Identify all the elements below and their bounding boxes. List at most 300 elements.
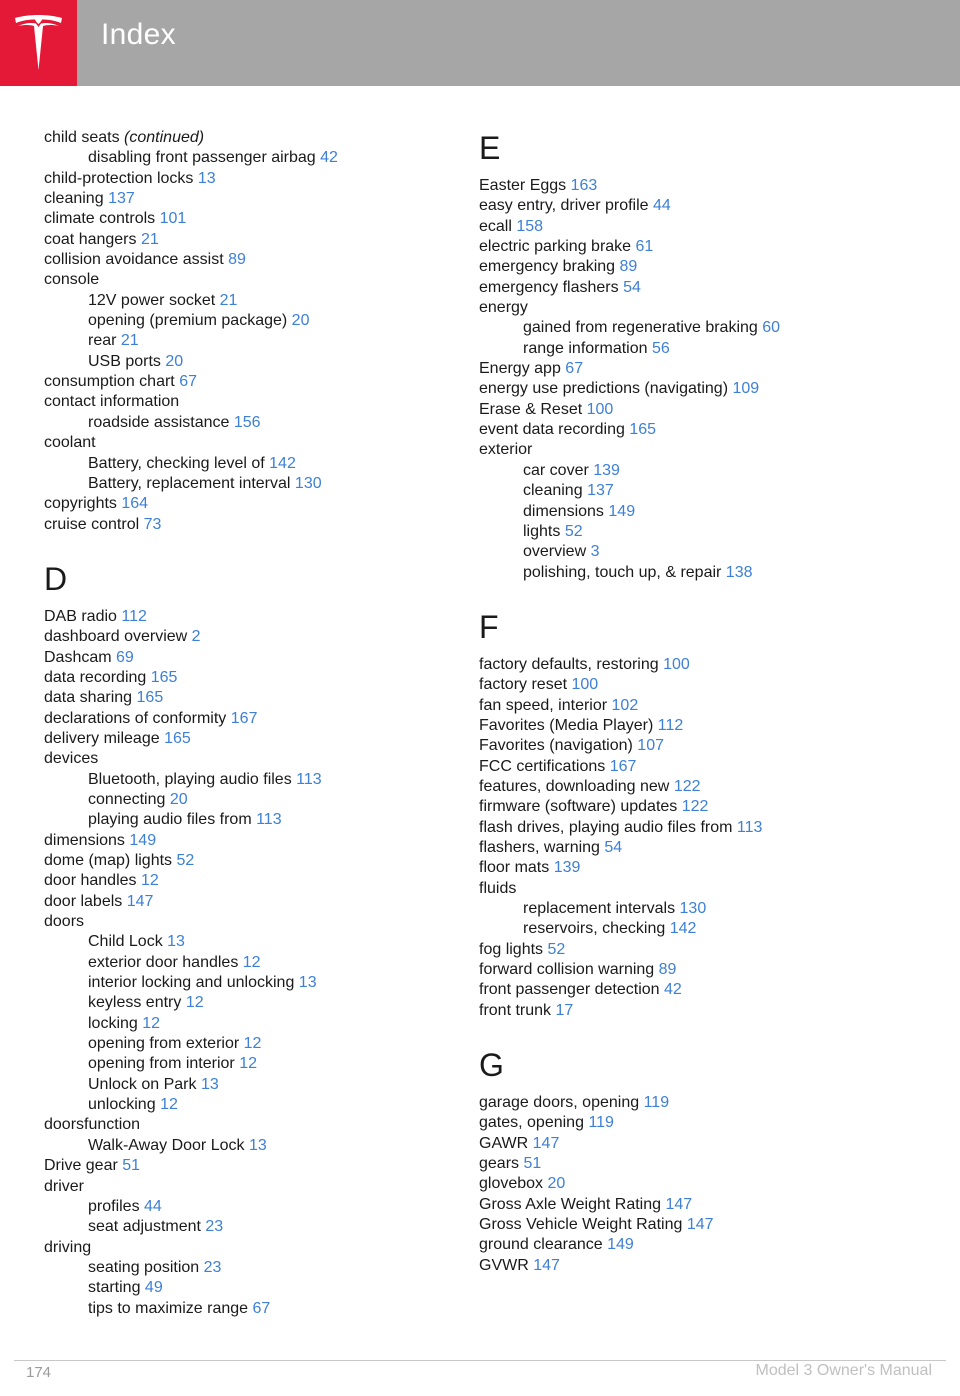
index-subentry bbox=[479, 919, 899, 939]
index-entry bbox=[479, 818, 899, 838]
index-subentry bbox=[44, 454, 464, 474]
index-subentry bbox=[44, 1054, 464, 1074]
index-entry bbox=[479, 1174, 899, 1194]
entry-text: opening from interior bbox=[88, 1055, 235, 1073]
entry-text: Child Lock bbox=[88, 933, 163, 951]
entry-text: delivery mileage bbox=[44, 729, 160, 747]
index-entry bbox=[44, 1177, 464, 1197]
index-entry bbox=[479, 1154, 899, 1174]
index-entry bbox=[44, 648, 464, 668]
page-link[interactable]: 13 bbox=[248, 1136, 267, 1154]
index-entry bbox=[44, 709, 464, 729]
index-entry bbox=[479, 379, 899, 399]
page-link[interactable]: 112 bbox=[657, 716, 684, 734]
index-subentry bbox=[479, 899, 899, 919]
entry-text: console bbox=[44, 271, 100, 289]
index-entry bbox=[479, 797, 899, 817]
entry-text: features, downloading new bbox=[479, 777, 670, 795]
page-link[interactable]: 165 bbox=[629, 421, 657, 439]
entry-text: USB ports bbox=[88, 352, 161, 370]
index-entry bbox=[44, 189, 464, 209]
index-subentry bbox=[44, 1299, 464, 1319]
page-link[interactable]: 137 bbox=[108, 190, 135, 208]
section-letter: D bbox=[44, 560, 68, 597]
entry-text: dimensions bbox=[523, 502, 604, 520]
entry-text: doorsfunction bbox=[44, 1116, 141, 1134]
index-entry bbox=[479, 838, 899, 858]
entry-text: disabling front passenger airbag bbox=[88, 149, 316, 167]
index-entry bbox=[479, 217, 899, 237]
index-subentry bbox=[44, 1034, 464, 1054]
index-entry bbox=[479, 777, 899, 797]
page-link[interactable]: 12 bbox=[243, 1035, 262, 1053]
page-link[interactable]: 2 bbox=[191, 628, 201, 646]
page-link[interactable]: 147 bbox=[532, 1134, 560, 1152]
page-link[interactable]: 13 bbox=[298, 974, 317, 992]
entry-text: opening (premium package) bbox=[88, 312, 288, 330]
entry-text: front trunk bbox=[479, 1001, 552, 1019]
footer-manual-title: Model 3 Owner's Manual bbox=[755, 1362, 932, 1379]
index-subentry bbox=[479, 318, 899, 338]
page-link[interactable]: 12 bbox=[160, 1096, 178, 1114]
page-link[interactable]: 20 bbox=[169, 790, 188, 808]
page-link[interactable]: 163 bbox=[570, 177, 598, 194]
entry-text: Dashcam bbox=[44, 648, 112, 666]
entry-text: flash drives, playing audio files from bbox=[479, 818, 733, 836]
index-entry bbox=[479, 655, 899, 675]
page-link[interactable]: 56 bbox=[651, 339, 670, 357]
page-link[interactable]: 165 bbox=[164, 729, 191, 747]
page-link[interactable]: 13 bbox=[200, 1075, 219, 1093]
page-link[interactable]: 67 bbox=[252, 1299, 271, 1317]
page-link[interactable]: 89 bbox=[619, 258, 638, 276]
entry-text: data sharing bbox=[44, 689, 133, 707]
index-subentry bbox=[44, 352, 464, 372]
entry-text: Bluetooth, playing audio files bbox=[88, 770, 292, 788]
entry-text: dome (map) lights bbox=[44, 852, 173, 869]
page-link[interactable]: 122 bbox=[681, 798, 709, 816]
page-link[interactable]: 102 bbox=[611, 696, 639, 714]
index-subentry bbox=[44, 993, 464, 1013]
page-link[interactable]: 158 bbox=[516, 217, 544, 235]
entry-text: roadside assistance bbox=[88, 413, 230, 431]
page-link[interactable]: 67 bbox=[179, 373, 197, 391]
page-link[interactable]: 122 bbox=[673, 777, 701, 795]
page-link[interactable]: 52 bbox=[176, 852, 195, 869]
index-subentry bbox=[44, 1258, 464, 1278]
index-entry bbox=[479, 420, 899, 440]
entry-text: Walk-Away Door Lock bbox=[88, 1136, 245, 1154]
entry-text: front passenger detection bbox=[479, 981, 660, 999]
page-link[interactable]: 147 bbox=[126, 892, 154, 910]
page-link[interactable]: 67 bbox=[565, 360, 584, 378]
page-link[interactable]: 21 bbox=[140, 230, 159, 248]
page-link[interactable]: 49 bbox=[144, 1279, 163, 1297]
page-link[interactable]: 12 bbox=[239, 1055, 257, 1073]
entry-text: door labels bbox=[44, 892, 123, 910]
page-link[interactable]: 100 bbox=[571, 676, 599, 694]
index-entry bbox=[44, 515, 464, 535]
index-entry bbox=[479, 176, 899, 196]
entry-text: child seats bbox=[44, 129, 120, 146]
entry-text: keyless entry bbox=[88, 994, 182, 1012]
page-link[interactable]: 156 bbox=[233, 413, 261, 431]
page-link[interactable]: 100 bbox=[663, 655, 690, 673]
index-subentry bbox=[44, 1278, 464, 1298]
page-link[interactable]: 130 bbox=[679, 900, 707, 917]
entry-text: gates, opening bbox=[479, 1114, 584, 1132]
entry-text: GAWR bbox=[479, 1134, 529, 1152]
index-entry bbox=[44, 688, 464, 708]
index-entry bbox=[479, 1195, 899, 1215]
page-link[interactable]: 23 bbox=[203, 1258, 222, 1276]
entry-text: fan speed, interior bbox=[479, 696, 608, 714]
page-title: Index bbox=[101, 18, 176, 51]
entry-text: Easter Eggs bbox=[479, 177, 567, 194]
index-subentry bbox=[44, 810, 464, 830]
index-subentry bbox=[479, 481, 899, 501]
page-link[interactable]: 147 bbox=[665, 1195, 693, 1213]
index-entry bbox=[479, 858, 899, 878]
page-link[interactable]: 138 bbox=[725, 563, 753, 581]
entry-text: 12V power socket bbox=[88, 291, 216, 309]
page-link[interactable]: 20 bbox=[165, 352, 184, 370]
entry-text: ecall bbox=[479, 217, 512, 235]
entry-text: polishing, touch up, & repair bbox=[523, 563, 722, 581]
entry-text: consumption chart bbox=[44, 373, 175, 391]
entry-text: emergency flashers bbox=[479, 278, 619, 296]
entry-text: forward collision warning bbox=[479, 961, 655, 979]
entry-text: tips to maximize range bbox=[88, 1299, 249, 1317]
entry-text: energy use predictions (navigating) bbox=[479, 380, 729, 398]
entry-text: profiles bbox=[88, 1197, 140, 1215]
index-subentry bbox=[44, 413, 464, 433]
index-entry bbox=[44, 871, 464, 891]
entry-text: driver bbox=[44, 1177, 85, 1195]
entry-text: GVWR bbox=[479, 1256, 529, 1274]
index-entry bbox=[44, 1238, 464, 1258]
index-entry bbox=[479, 1093, 899, 1113]
entry-text: Drive gear bbox=[44, 1157, 118, 1175]
index-entry bbox=[479, 298, 899, 318]
entry-text: devices bbox=[44, 750, 99, 768]
page-link[interactable]: 21 bbox=[219, 291, 238, 309]
entry-text: replacement intervals bbox=[523, 900, 676, 917]
entry-text: Favorites (navigation) bbox=[479, 737, 633, 755]
entry-text: interior locking and unlocking bbox=[88, 974, 295, 992]
index-entry bbox=[44, 851, 464, 871]
footer-divider bbox=[14, 1360, 946, 1361]
index-entry bbox=[479, 196, 899, 216]
index-subentry bbox=[479, 542, 899, 562]
entry-text: playing audio files from bbox=[88, 811, 252, 829]
index-subentry bbox=[44, 331, 464, 351]
page-link[interactable]: 109 bbox=[732, 380, 760, 398]
entry-text: locking bbox=[88, 1014, 138, 1032]
entry-text: child-protection locks bbox=[44, 169, 194, 187]
page-link[interactable]: 44 bbox=[653, 197, 671, 215]
index-entry bbox=[479, 1134, 899, 1154]
page-link[interactable]: 130 bbox=[294, 474, 322, 492]
entry-text: factory reset bbox=[479, 676, 568, 694]
page-link[interactable]: 107 bbox=[637, 737, 664, 755]
entry-text: coat hangers bbox=[44, 230, 137, 248]
page-link[interactable]: 21 bbox=[120, 332, 139, 350]
entry-text: driving bbox=[44, 1238, 92, 1256]
entry-text: Energy app bbox=[479, 360, 561, 378]
page-link[interactable]: 60 bbox=[762, 319, 781, 337]
entry-text: glovebox bbox=[479, 1175, 544, 1193]
entry-text: seating position bbox=[88, 1258, 200, 1276]
entry-text: Unlock on Park bbox=[88, 1075, 197, 1093]
index-entry bbox=[479, 980, 899, 1000]
index-entry bbox=[479, 879, 899, 899]
entry-text: door handles bbox=[44, 872, 137, 890]
entry-text: energy bbox=[479, 299, 528, 317]
entry-text: coolant bbox=[44, 434, 96, 452]
page-link[interactable]: 12 bbox=[185, 994, 204, 1012]
entry-text: floor mats bbox=[479, 859, 550, 877]
page-link[interactable]: 142 bbox=[669, 920, 697, 938]
entry-text: exterior bbox=[479, 441, 533, 459]
page-link[interactable]: 100 bbox=[586, 400, 614, 418]
index-entry bbox=[479, 716, 899, 736]
page-link[interactable]: 12 bbox=[142, 1014, 161, 1032]
index-subentry bbox=[44, 1136, 464, 1156]
page-link[interactable]: 20 bbox=[547, 1175, 566, 1193]
section-letter: G bbox=[479, 1047, 504, 1084]
index-entry bbox=[479, 359, 899, 379]
index-subentry bbox=[44, 311, 464, 331]
page-link[interactable]: 142 bbox=[269, 454, 296, 472]
page-link[interactable]: 119 bbox=[643, 1094, 670, 1112]
entry-text: exterior door handles bbox=[88, 953, 239, 971]
page-link[interactable]: 61 bbox=[635, 238, 654, 256]
page-link[interactable]: 3 bbox=[590, 543, 600, 561]
entry-text: Favorites (Media Player) bbox=[479, 716, 654, 734]
page-link[interactable]: 113 bbox=[256, 811, 282, 829]
tesla-logo bbox=[0, 0, 77, 86]
entry-text: electric parking brake bbox=[479, 238, 632, 256]
entry-text: gained from regenerative braking bbox=[523, 319, 758, 337]
entry-text: overview bbox=[523, 543, 587, 561]
index-subentry bbox=[44, 474, 464, 494]
index-entry bbox=[479, 736, 899, 756]
page-link[interactable]: 42 bbox=[664, 981, 682, 999]
index-subentry bbox=[479, 461, 899, 481]
index-entry bbox=[479, 237, 899, 257]
index-entry bbox=[44, 668, 464, 688]
entry-text: emergency braking bbox=[479, 258, 616, 276]
index-subentry bbox=[479, 339, 899, 359]
index-entry bbox=[479, 696, 899, 716]
entry-text: collision avoidance assist bbox=[44, 251, 224, 269]
index-entry bbox=[44, 892, 464, 912]
index-entry bbox=[44, 749, 464, 769]
index-subentry bbox=[44, 1217, 464, 1237]
page-link[interactable]: 89 bbox=[658, 961, 677, 979]
page-link[interactable]: 147 bbox=[533, 1256, 560, 1274]
index-entry bbox=[44, 729, 464, 749]
page-link[interactable]: 113 bbox=[296, 770, 322, 788]
index-subentry bbox=[44, 953, 464, 973]
index-entry bbox=[44, 494, 464, 514]
index-entry bbox=[479, 1001, 899, 1021]
page-link[interactable]: 167 bbox=[609, 757, 637, 775]
index-subentry bbox=[44, 148, 464, 168]
page-link[interactable]: 23 bbox=[205, 1218, 224, 1236]
index-entry bbox=[44, 627, 464, 647]
page-link[interactable]: 112 bbox=[121, 607, 147, 625]
entry-text: easy entry, driver profile bbox=[479, 197, 649, 215]
index-subentry bbox=[44, 1014, 464, 1034]
index-entry bbox=[44, 831, 464, 851]
index-entry bbox=[479, 940, 899, 960]
entry-text: opening from exterior bbox=[88, 1035, 240, 1053]
entry-text: fog lights bbox=[479, 940, 544, 958]
entry-text: car cover bbox=[523, 461, 589, 479]
index-subentry bbox=[44, 1197, 464, 1217]
index-entry bbox=[479, 400, 899, 420]
index-subentry bbox=[44, 932, 464, 952]
index-entry bbox=[479, 278, 899, 298]
index-entry bbox=[479, 675, 899, 695]
page-link[interactable]: 54 bbox=[623, 278, 641, 296]
page-link[interactable]: 167 bbox=[230, 709, 258, 727]
entry-text: dashboard overview bbox=[44, 628, 188, 646]
entry-text: unlocking bbox=[88, 1096, 156, 1114]
page-link[interactable]: 51 bbox=[122, 1157, 141, 1175]
page-link[interactable]: 149 bbox=[608, 502, 636, 520]
page-link[interactable]: 13 bbox=[197, 169, 216, 187]
entry-text: climate controls bbox=[44, 210, 156, 228]
page-link[interactable]: 165 bbox=[136, 689, 164, 707]
index-entry bbox=[479, 960, 899, 980]
entry-text: range information bbox=[523, 339, 648, 357]
entry-text: factory defaults, restoring bbox=[479, 655, 659, 673]
index-entry bbox=[479, 1235, 899, 1255]
page-link[interactable]: 52 bbox=[547, 940, 566, 958]
page-link[interactable]: 12 bbox=[242, 953, 261, 971]
tesla-t-icon bbox=[13, 14, 64, 72]
entry-text: lights bbox=[523, 522, 561, 540]
index-entry bbox=[44, 433, 464, 453]
entry-text: copyrights bbox=[44, 495, 117, 513]
entry-text: Erase & Reset bbox=[479, 400, 583, 418]
index-entry bbox=[44, 1115, 464, 1135]
entry-text: cleaning bbox=[523, 482, 583, 500]
entry-text: contact information bbox=[44, 393, 180, 411]
page-link[interactable]: 165 bbox=[150, 668, 178, 686]
index-entry bbox=[479, 757, 899, 777]
page-link[interactable]: 139 bbox=[553, 859, 581, 877]
index-entry bbox=[479, 1215, 899, 1235]
entry-text: flashers, warning bbox=[479, 838, 600, 856]
entry-text: event data recording bbox=[479, 421, 625, 439]
index-entry bbox=[44, 169, 464, 189]
page-link[interactable]: 149 bbox=[607, 1236, 634, 1254]
entry-text: Gross Vehicle Weight Rating bbox=[479, 1216, 683, 1234]
entry-text: ground clearance bbox=[479, 1236, 603, 1254]
index-entry bbox=[44, 209, 464, 229]
page-link[interactable]: 73 bbox=[143, 515, 162, 533]
index-entry bbox=[44, 230, 464, 250]
entry-text: data recording bbox=[44, 668, 147, 686]
page-link[interactable]: 51 bbox=[523, 1155, 542, 1173]
entry-text: Battery, checking level of bbox=[88, 454, 265, 472]
page-link[interactable]: 54 bbox=[604, 838, 623, 856]
index-entry bbox=[44, 1156, 464, 1176]
page-link[interactable]: 89 bbox=[228, 251, 246, 269]
page-link[interactable]: 20 bbox=[291, 312, 310, 330]
index-entry bbox=[44, 250, 464, 270]
page-link[interactable]: 113 bbox=[736, 818, 763, 836]
index-entry bbox=[44, 912, 464, 932]
entry-text: firmware (software) updates bbox=[479, 798, 678, 816]
entry-text: starting bbox=[88, 1279, 141, 1297]
page-link[interactable]: 147 bbox=[686, 1216, 714, 1234]
entry-text: Battery, replacement interval bbox=[88, 474, 291, 492]
index-subentry bbox=[44, 790, 464, 810]
index-subentry bbox=[479, 522, 899, 542]
page-link[interactable]: 12 bbox=[140, 872, 159, 890]
entry-text: seat adjustment bbox=[88, 1218, 201, 1236]
page-link[interactable]: 119 bbox=[588, 1114, 614, 1132]
page-link[interactable]: 139 bbox=[593, 461, 620, 479]
entry-text: gears bbox=[479, 1155, 520, 1173]
page-link[interactable]: 137 bbox=[587, 482, 614, 500]
footer-page-number: 174 bbox=[26, 1364, 52, 1381]
index-entry bbox=[479, 257, 899, 277]
index-subentry bbox=[44, 1075, 464, 1095]
page-header bbox=[0, 0, 960, 86]
index-entry bbox=[479, 440, 899, 460]
entry-text: cleaning bbox=[44, 190, 104, 208]
page-link[interactable]: 13 bbox=[167, 933, 185, 951]
page-link[interactable]: 44 bbox=[144, 1197, 162, 1215]
section-letter: E bbox=[479, 130, 501, 166]
index-entry bbox=[44, 270, 464, 290]
index-entry bbox=[44, 607, 464, 627]
page-link[interactable]: 42 bbox=[320, 149, 338, 167]
entry-text: fluids bbox=[479, 879, 517, 897]
page-link[interactable]: 164 bbox=[121, 495, 149, 513]
page-link[interactable]: 52 bbox=[564, 522, 583, 540]
index-subentry bbox=[479, 502, 899, 522]
index-entry bbox=[479, 1256, 899, 1276]
entry-text: rear bbox=[88, 332, 117, 350]
page-link[interactable]: 101 bbox=[159, 210, 187, 228]
index-entry bbox=[479, 1113, 899, 1133]
page-link[interactable]: 17 bbox=[555, 1001, 574, 1019]
index-subentry bbox=[44, 291, 464, 311]
entry-text: DAB radio bbox=[44, 607, 117, 625]
page-link[interactable]: 69 bbox=[116, 648, 134, 666]
entry-text: doors bbox=[44, 913, 85, 931]
index-entry bbox=[44, 392, 464, 412]
continued-label: (continued) bbox=[124, 129, 205, 146]
index-subentry bbox=[479, 563, 899, 583]
entry-text: garage doors, opening bbox=[479, 1094, 640, 1112]
entry-text: Gross Axle Weight Rating bbox=[479, 1195, 662, 1213]
page-link[interactable]: 149 bbox=[129, 831, 157, 849]
index-subentry bbox=[44, 770, 464, 790]
index-column-left bbox=[44, 128, 464, 1319]
entry-text: dimensions bbox=[44, 831, 125, 849]
section-letter: F bbox=[479, 608, 499, 645]
entry-text: FCC certifications bbox=[479, 757, 606, 775]
index-subentry bbox=[44, 1095, 464, 1115]
